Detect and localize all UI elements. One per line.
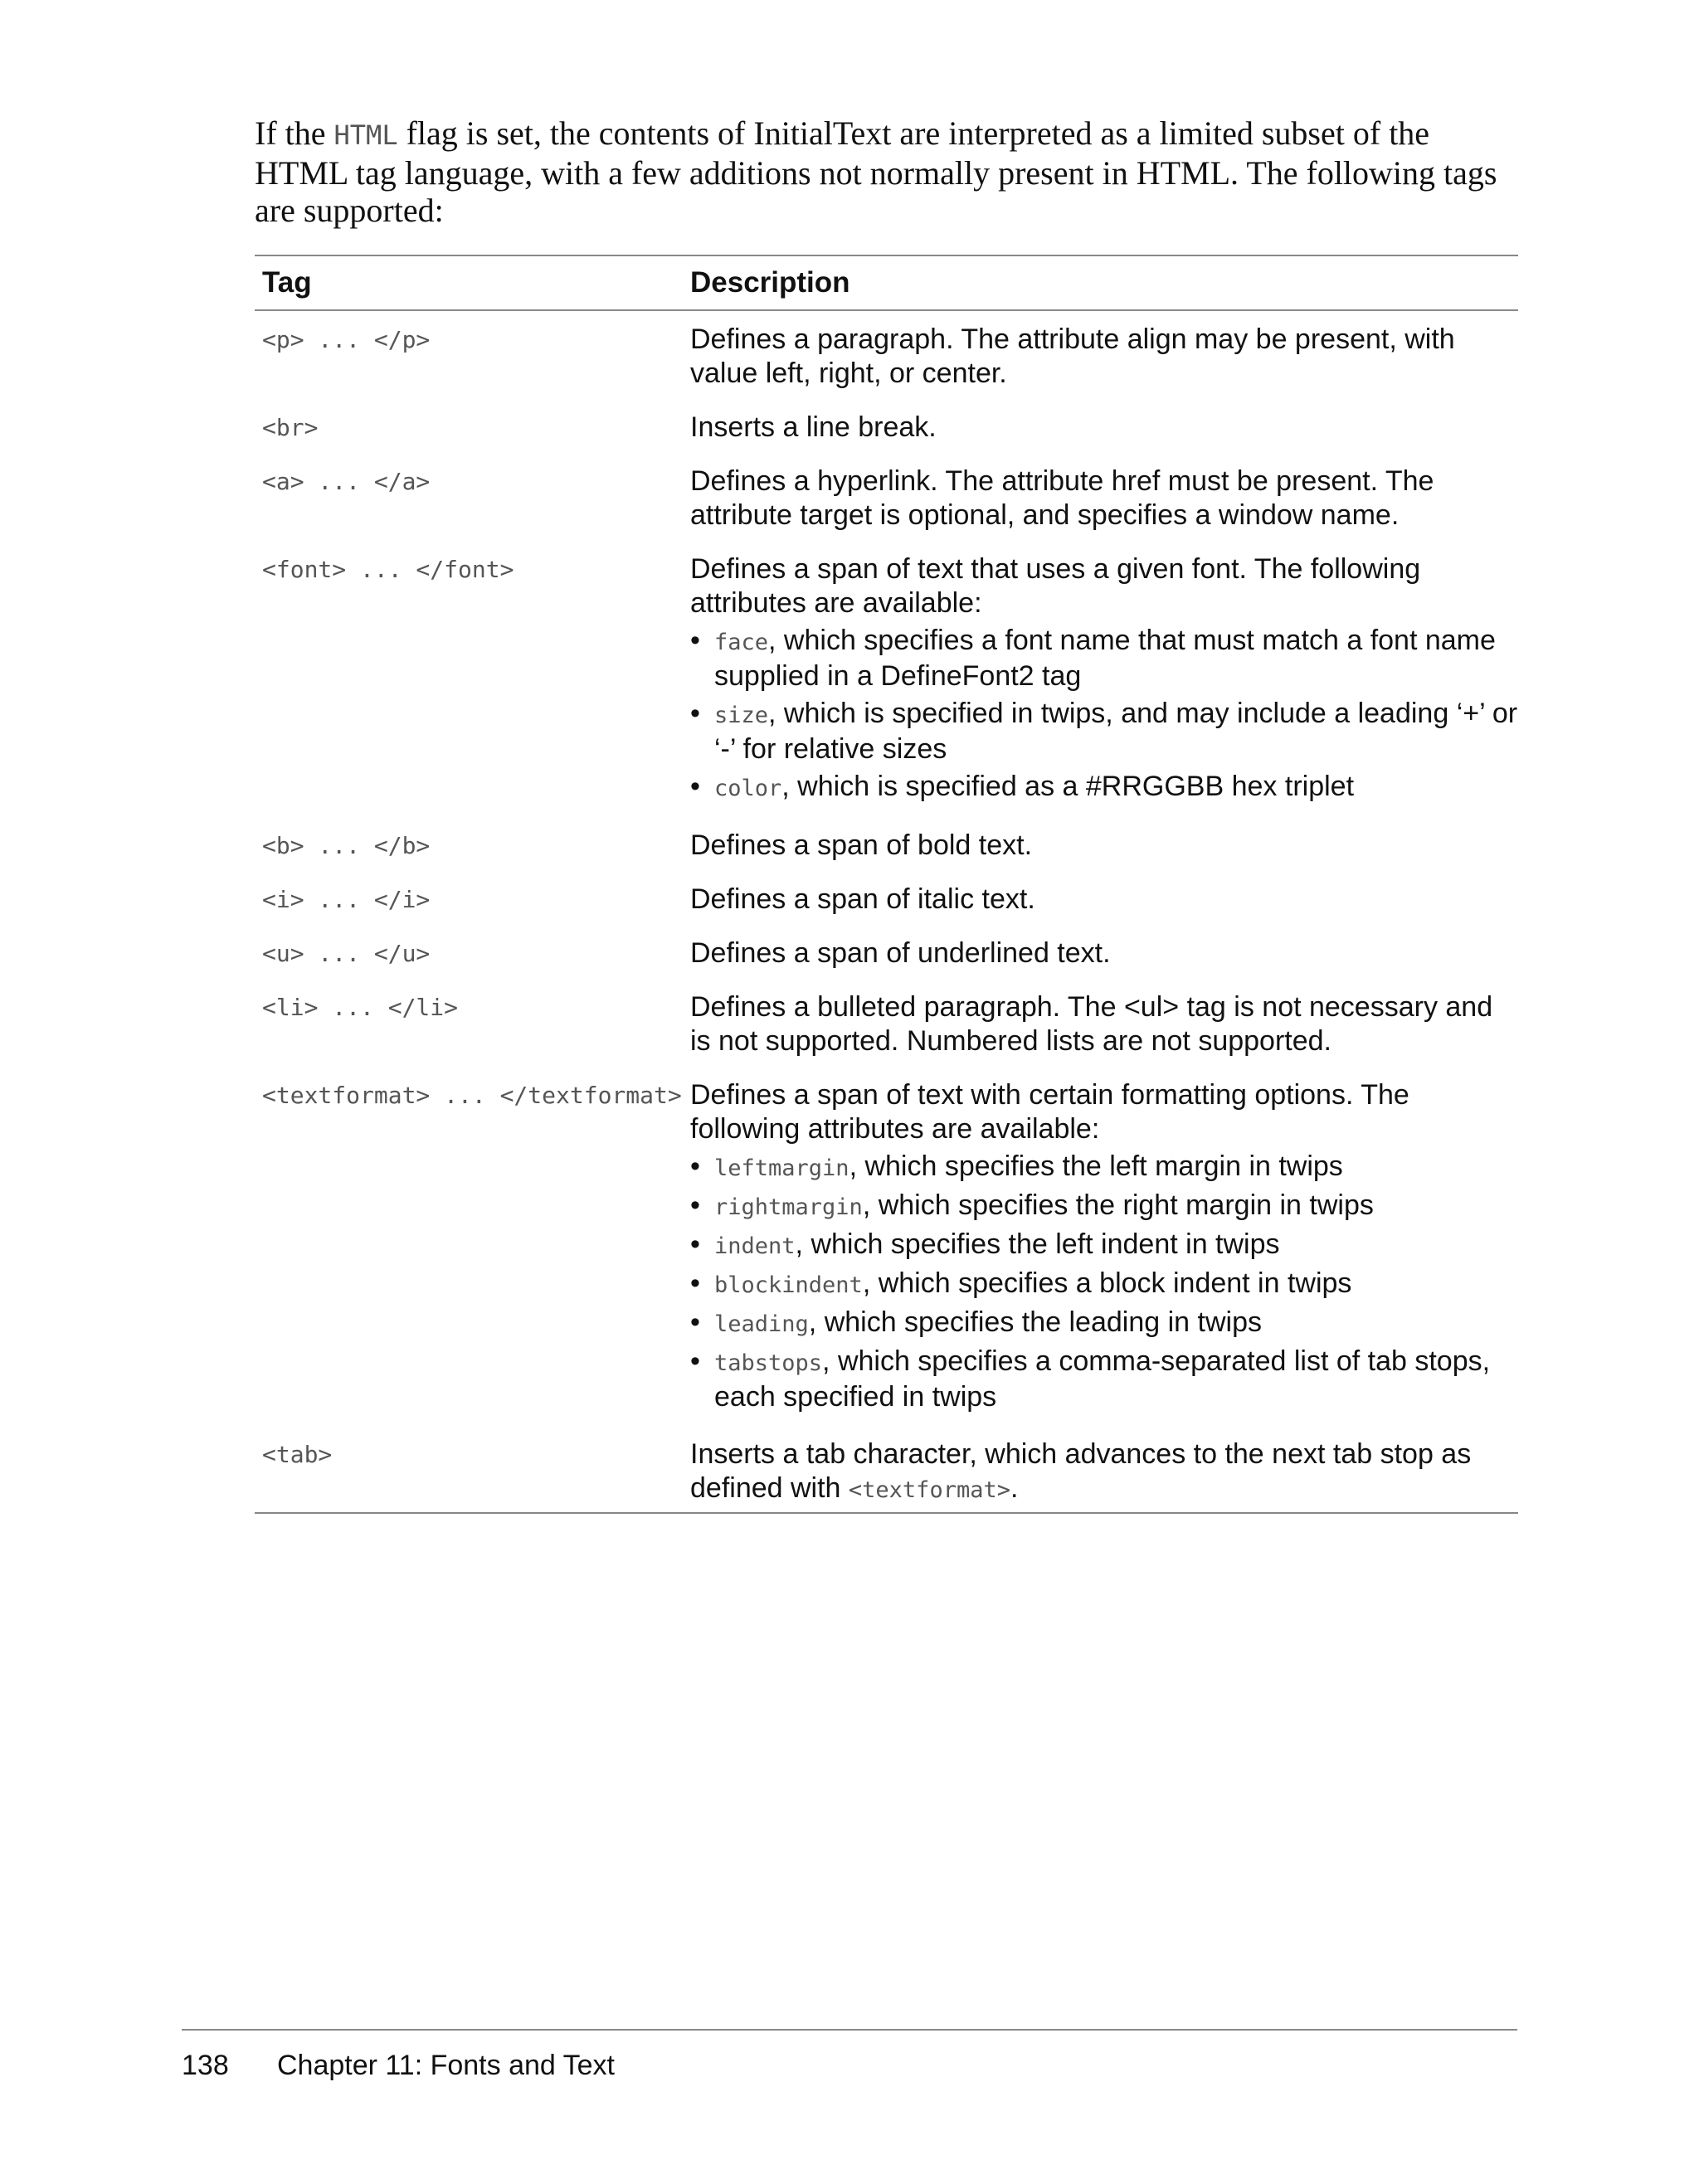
description-cell — [689, 883, 1518, 917]
description-cell — [689, 1078, 1518, 1418]
attribute-code: indent — [714, 1233, 796, 1259]
attribute-code: rightmargin — [714, 1194, 863, 1220]
footer-divider — [182, 2029, 1517, 2031]
list-item — [690, 1228, 1518, 1263]
table-row — [255, 829, 1518, 863]
description-text-end: . — [1010, 1472, 1019, 1504]
attribute-text: , which specifies a comma-separated list of tab stops, each specified in twips — [714, 1345, 1491, 1413]
tag-cell: <font> ... </font> — [262, 556, 514, 583]
attribute-code: leading — [714, 1311, 809, 1337]
description-text: Inserts a line break. — [690, 411, 937, 443]
list-item — [690, 1345, 1518, 1414]
attribute-code: leftmargin — [714, 1155, 850, 1181]
attribute-text: , which specifies the leading in twips — [808, 1306, 1262, 1338]
chapter-title: Chapter 11: Fonts and Text — [277, 2050, 615, 2081]
intro-text-start: If the — [255, 114, 334, 152]
table-row — [255, 883, 1518, 917]
description-cell — [689, 936, 1518, 970]
table-row — [255, 1078, 1518, 1418]
description-text: Defines a span of italic text. — [690, 883, 1035, 915]
column-header-description: Description — [690, 266, 850, 299]
page-footer — [182, 2049, 615, 2082]
attribute-text: , which specifies the left margin in twips — [849, 1150, 1343, 1182]
table-row — [255, 1437, 1518, 1507]
list-item — [690, 624, 1518, 693]
table-row — [255, 323, 1518, 391]
table-row — [255, 552, 1518, 809]
tag-cell: <b> ... </b> — [262, 832, 431, 859]
description-text: Defines a paragraph. The attribute align may be present, with value left, right, or center. — [690, 323, 1455, 389]
tag-cell: <a> ... </a> — [262, 468, 431, 495]
attribute-code: tabstops — [714, 1350, 823, 1376]
intro-text-end: flag is set, the contents of InitialText are interpreted as a limited subset of the HTML tag language, with a few additions not normally present in HTML. The following tags are supported: — [255, 114, 1497, 229]
intro-paragraph — [255, 114, 1516, 229]
attribute-code: face — [714, 630, 769, 655]
attribute-text: , which is specified in twips, and may include a leading ‘+’ or ‘-’ for relative sizes — [714, 698, 1518, 765]
list-item — [690, 1267, 1518, 1302]
tag-cell: <p> ... </p> — [262, 326, 431, 353]
table-row — [255, 936, 1518, 970]
attribute-code: blockindent — [714, 1272, 863, 1298]
description-cell — [689, 411, 1518, 445]
tag-cell: <i> ... </i> — [262, 886, 431, 913]
table-header — [255, 256, 1518, 311]
attribute-list — [690, 1150, 1518, 1414]
description-text-start: Inserts a tab character, which advances to the next tab stop as defined with — [690, 1438, 1472, 1504]
description-cell — [689, 1437, 1518, 1507]
description-text: Defines a hyperlink. The attribute href must be present. The attribute target is optional, and specifies a window name. — [690, 465, 1434, 531]
description-text: Defines a span of bold text. — [690, 829, 1033, 861]
table-row — [255, 465, 1518, 533]
tags-table — [255, 255, 1518, 1514]
column-header-tag: Tag — [262, 266, 312, 299]
description-cell — [689, 829, 1518, 863]
description-text: Defines a span of underlined text. — [690, 937, 1111, 969]
tag-cell: <br> — [262, 414, 319, 441]
table-row — [255, 990, 1518, 1058]
list-item — [690, 1306, 1518, 1341]
description-text — [690, 1437, 1518, 1507]
tag-cell: <tab> — [262, 1441, 333, 1468]
description-text: Defines a bulleted paragraph. The <ul> tag is not necessary and is not supported. Numbered lists are not supported. — [690, 991, 1493, 1057]
tag-cell: <u> ... </u> — [262, 940, 431, 967]
attribute-text: , which specifies a block indent in twips — [862, 1267, 1352, 1299]
description-cell — [689, 465, 1518, 533]
attribute-text: , which specifies a font name that must match a font name supplied in a DefineFont2 tag — [714, 625, 1496, 692]
list-item — [690, 1150, 1518, 1185]
attribute-text: , which specifies the left indent in twips — [795, 1228, 1280, 1260]
list-item — [690, 770, 1518, 805]
tag-cell: <li> ... </li> — [262, 994, 459, 1021]
attribute-code: color — [714, 776, 782, 801]
description-cell — [689, 323, 1518, 391]
tag-cell: <textformat> ... </textformat> — [262, 1082, 682, 1109]
description-text: Defines a span of text with certain formatting options. The following attributes are available: — [690, 1079, 1409, 1145]
table-row — [255, 411, 1518, 445]
attribute-text: , which specifies the right margin in twips — [862, 1189, 1374, 1221]
page-number: 138 — [182, 2050, 229, 2081]
attribute-list — [690, 624, 1518, 805]
table-body — [255, 311, 1518, 1512]
attribute-text: , which is specified as a #RRGGBB hex triplet — [781, 771, 1355, 802]
intro-html-code: HTML — [333, 119, 398, 151]
description-cell — [689, 552, 1518, 809]
description-text: Defines a span of text that uses a given font. The following attributes are available: — [690, 553, 1421, 619]
attribute-code: size — [714, 703, 769, 728]
textformat-code: <textformat> — [848, 1477, 1010, 1503]
list-item — [690, 1189, 1518, 1224]
description-cell — [689, 990, 1518, 1058]
list-item — [690, 697, 1518, 766]
